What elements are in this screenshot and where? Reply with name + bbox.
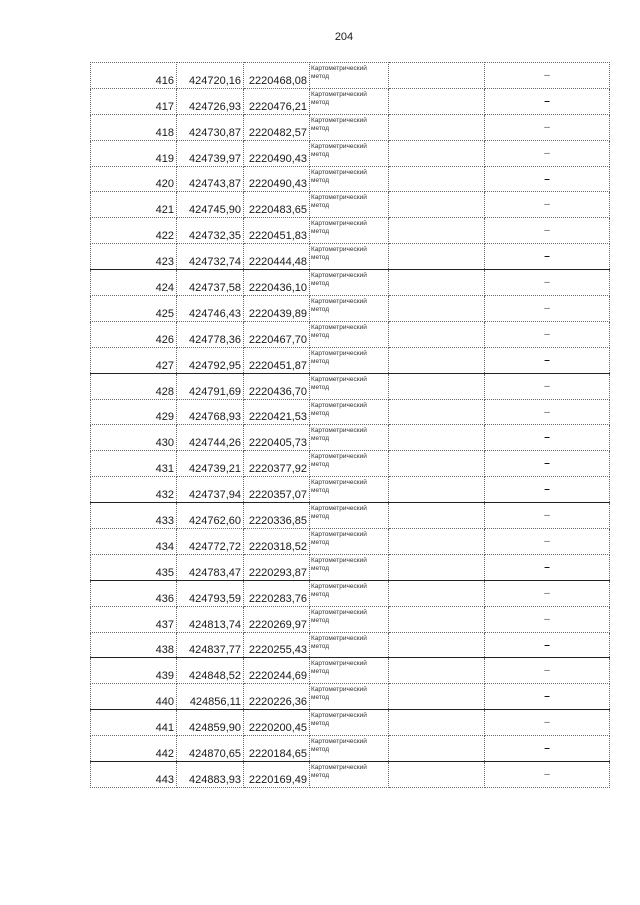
point-number: 428 <box>91 373 177 399</box>
method-label-line2: метод <box>311 228 330 236</box>
method-cell <box>310 580 389 606</box>
x-coordinate: 424837,77 <box>177 632 244 658</box>
table-row <box>91 736 610 762</box>
x-coordinate: 424813,74 <box>177 606 244 632</box>
method-label-line1: Картометрический <box>311 298 367 306</box>
method-label-line1: Картометрический <box>311 660 367 668</box>
dash-mark: – <box>544 613 550 625</box>
dash-mark: – <box>544 406 550 418</box>
point-number: 439 <box>91 658 177 684</box>
x-coordinate: 424746,43 <box>177 296 244 322</box>
dash-mark: – <box>544 199 550 211</box>
method-label-line1: Картометрический <box>311 531 367 539</box>
dash-cell <box>485 373 610 399</box>
method-label-line2: метод <box>311 720 330 728</box>
y-coordinate: 2220451,83 <box>244 218 310 244</box>
method-label-line1: Картометрический <box>311 375 367 383</box>
table-row <box>91 710 610 736</box>
point-number: 433 <box>91 503 177 529</box>
x-coordinate: 424791,69 <box>177 373 244 399</box>
dash-mark: – <box>544 277 550 289</box>
method-label-line2: метод <box>311 306 330 314</box>
y-coordinate: 2220200,45 <box>244 710 310 736</box>
x-coordinate: 424870,65 <box>177 736 244 762</box>
method-label-line1: Картометрический <box>311 116 367 124</box>
table-row <box>91 399 610 425</box>
dash-mark: – <box>544 665 550 677</box>
dash-cell <box>485 658 610 684</box>
point-number: 441 <box>91 710 177 736</box>
dash-cell <box>485 503 610 529</box>
x-coordinate: 424859,90 <box>177 710 244 736</box>
dash-cell <box>485 451 610 477</box>
x-coordinate: 424739,97 <box>177 140 244 166</box>
y-coordinate: 2220336,85 <box>244 503 310 529</box>
point-number: 424 <box>91 270 177 296</box>
dash-cell <box>485 554 610 580</box>
method-cell <box>310 399 389 425</box>
point-number: 440 <box>91 684 177 710</box>
x-coordinate: 424743,87 <box>177 166 244 192</box>
dash-cell <box>485 321 610 347</box>
method-label-line2: метод <box>311 176 330 184</box>
method-label-line1: Картометрический <box>311 479 367 487</box>
method-label-line2: метод <box>311 513 330 521</box>
table-row <box>91 140 610 166</box>
dash-cell <box>485 140 610 166</box>
method-cell <box>310 270 389 296</box>
dash-mark: – <box>544 510 550 522</box>
empty-cell <box>389 296 485 322</box>
dash-cell <box>485 88 610 114</box>
dash-mark: – <box>544 251 550 263</box>
dash-cell <box>485 63 610 89</box>
dash-mark: – <box>544 717 550 729</box>
method-label-line1: Картометрический <box>311 272 367 280</box>
y-coordinate: 2220444,48 <box>244 244 310 270</box>
empty-cell <box>389 477 485 503</box>
dash-cell <box>485 270 610 296</box>
method-label-line1: Картометрический <box>311 349 367 357</box>
x-coordinate: 424730,87 <box>177 114 244 140</box>
point-number: 431 <box>91 451 177 477</box>
x-coordinate: 424792,95 <box>177 347 244 373</box>
method-cell <box>310 425 389 451</box>
point-number: 435 <box>91 554 177 580</box>
table-row <box>91 296 610 322</box>
method-cell <box>310 166 389 192</box>
x-coordinate: 424772,72 <box>177 529 244 555</box>
dash-cell <box>485 710 610 736</box>
table-row <box>91 166 610 192</box>
dash-cell <box>485 684 610 710</box>
dash-cell <box>485 399 610 425</box>
x-coordinate: 424737,58 <box>177 270 244 296</box>
page-number: 204 <box>334 31 354 43</box>
table-row <box>91 425 610 451</box>
x-coordinate: 424744,26 <box>177 425 244 451</box>
table-row <box>91 658 610 684</box>
x-coordinate: 424720,16 <box>177 63 244 89</box>
y-coordinate: 2220283,76 <box>244 580 310 606</box>
method-label-line1: Картометрический <box>311 764 367 772</box>
x-coordinate: 424726,93 <box>177 88 244 114</box>
method-cell <box>310 347 389 373</box>
empty-cell <box>389 270 485 296</box>
method-label-line2: метод <box>311 280 330 288</box>
y-coordinate: 2220490,43 <box>244 140 310 166</box>
point-number: 434 <box>91 529 177 555</box>
y-coordinate: 2220468,08 <box>244 63 310 89</box>
method-label-line2: метод <box>311 616 330 624</box>
table-row <box>91 503 610 529</box>
table-row <box>91 88 610 114</box>
dash-mark: – <box>544 225 550 237</box>
dash-mark: – <box>544 173 550 185</box>
empty-cell <box>389 632 485 658</box>
method-label-line1: Картометрический <box>311 453 367 461</box>
point-number: 418 <box>91 114 177 140</box>
dash-mark: – <box>544 535 550 547</box>
point-number: 437 <box>91 606 177 632</box>
method-cell <box>310 373 389 399</box>
method-label-line1: Картометрический <box>311 608 367 616</box>
dash-mark: – <box>544 147 550 159</box>
dash-cell <box>485 166 610 192</box>
method-cell <box>310 477 389 503</box>
empty-cell <box>389 503 485 529</box>
x-coordinate: 424745,90 <box>177 192 244 218</box>
method-label-line2: метод <box>311 202 330 210</box>
dash-cell <box>485 192 610 218</box>
method-cell <box>310 658 389 684</box>
method-label-line2: метод <box>311 461 330 469</box>
y-coordinate: 2220184,65 <box>244 736 310 762</box>
dash-cell <box>485 114 610 140</box>
method-label-line1: Картометрический <box>311 194 367 202</box>
dash-mark: – <box>544 484 550 496</box>
empty-cell <box>389 710 485 736</box>
method-label-line2: метод <box>311 642 330 650</box>
method-cell <box>310 114 389 140</box>
dash-cell <box>485 580 610 606</box>
table-row <box>91 477 610 503</box>
x-coordinate: 424732,35 <box>177 218 244 244</box>
dash-cell <box>485 218 610 244</box>
method-label-line1: Картометрический <box>311 582 367 590</box>
method-cell <box>310 192 389 218</box>
dash-mark: – <box>544 743 550 755</box>
method-cell <box>310 736 389 762</box>
dash-cell <box>485 477 610 503</box>
dash-cell <box>485 529 610 555</box>
point-number: 430 <box>91 425 177 451</box>
method-label-line2: метод <box>311 150 330 158</box>
y-coordinate: 2220483,65 <box>244 192 310 218</box>
empty-cell <box>389 347 485 373</box>
method-label-line1: Картометрический <box>311 634 367 642</box>
method-label-line1: Картометрический <box>311 556 367 564</box>
method-cell <box>310 529 389 555</box>
method-cell <box>310 684 389 710</box>
point-number: 419 <box>91 140 177 166</box>
x-coordinate: 424783,47 <box>177 554 244 580</box>
dash-cell <box>485 736 610 762</box>
empty-cell <box>389 218 485 244</box>
empty-cell <box>389 244 485 270</box>
empty-cell <box>389 88 485 114</box>
method-label-line2: метод <box>311 564 330 572</box>
method-label-line1: Картометрический <box>311 220 367 228</box>
y-coordinate: 2220436,70 <box>244 373 310 399</box>
method-label-line1: Картометрический <box>311 738 367 746</box>
empty-cell <box>389 114 485 140</box>
point-number: 420 <box>91 166 177 192</box>
point-number: 422 <box>91 218 177 244</box>
dash-mark: – <box>544 587 550 599</box>
method-label-line2: метод <box>311 73 330 80</box>
y-coordinate: 2220377,92 <box>244 451 310 477</box>
coordinates-table <box>90 62 610 788</box>
empty-cell <box>389 425 485 451</box>
x-coordinate: 424778,36 <box>177 321 244 347</box>
empty-cell <box>389 684 485 710</box>
point-number: 442 <box>91 736 177 762</box>
point-number: 421 <box>91 192 177 218</box>
method-label-line1: Картометрический <box>311 712 367 720</box>
dash-cell <box>485 347 610 373</box>
method-label-line2: метод <box>311 409 330 417</box>
table-row <box>91 218 610 244</box>
dash-mark: – <box>544 691 550 703</box>
table-row <box>91 244 610 270</box>
method-label-line2: метод <box>311 98 330 106</box>
empty-cell <box>389 373 485 399</box>
method-label-line1: Картометрический <box>311 90 367 98</box>
method-cell <box>310 88 389 114</box>
y-coordinate: 2220169,49 <box>244 762 310 788</box>
empty-cell <box>389 399 485 425</box>
dash-mark: – <box>544 354 550 366</box>
x-coordinate: 424737,94 <box>177 477 244 503</box>
method-label-line1: Картометрический <box>311 427 367 435</box>
table-row <box>91 192 610 218</box>
dash-mark: – <box>544 458 550 470</box>
dash-mark: – <box>544 69 550 81</box>
method-cell <box>310 63 389 89</box>
y-coordinate: 2220244,69 <box>244 658 310 684</box>
dash-mark: – <box>544 121 550 133</box>
method-label-line1: Картометрический <box>311 246 367 254</box>
empty-cell <box>389 762 485 788</box>
method-label-line2: метод <box>311 590 330 598</box>
table-row <box>91 684 610 710</box>
y-coordinate: 2220357,07 <box>244 477 310 503</box>
method-cell <box>310 503 389 529</box>
x-coordinate: 424856,11 <box>177 684 244 710</box>
table-row <box>91 762 610 788</box>
method-cell <box>310 451 389 477</box>
method-label-line1: Картометрический <box>311 168 367 176</box>
point-number: 416 <box>91 63 177 89</box>
point-number: 429 <box>91 399 177 425</box>
empty-cell <box>389 451 485 477</box>
empty-cell <box>389 140 485 166</box>
method-label-line1: Картометрический <box>311 323 367 331</box>
table-row <box>91 114 610 140</box>
point-number: 436 <box>91 580 177 606</box>
dash-mark: – <box>544 380 550 392</box>
x-coordinate: 424739,21 <box>177 451 244 477</box>
empty-cell <box>389 606 485 632</box>
dash-cell <box>485 244 610 270</box>
method-cell <box>310 140 389 166</box>
dash-mark: – <box>544 328 550 340</box>
empty-cell <box>389 321 485 347</box>
method-label-line2: метод <box>311 694 330 702</box>
empty-cell <box>389 658 485 684</box>
method-cell <box>310 296 389 322</box>
empty-cell <box>389 63 485 89</box>
table-row <box>91 270 610 296</box>
method-label-line1: Картометрический <box>311 401 367 409</box>
y-coordinate: 2220405,73 <box>244 425 310 451</box>
dash-cell <box>485 632 610 658</box>
y-coordinate: 2220482,57 <box>244 114 310 140</box>
empty-cell <box>389 529 485 555</box>
method-label-line2: метод <box>311 668 330 676</box>
point-number: 427 <box>91 347 177 373</box>
method-label-line1: Картометрический <box>311 65 367 72</box>
x-coordinate: 424768,93 <box>177 399 244 425</box>
empty-cell <box>389 554 485 580</box>
table-row <box>91 63 610 89</box>
method-cell <box>310 554 389 580</box>
method-label-line2: метод <box>311 746 330 754</box>
method-cell <box>310 321 389 347</box>
method-label-line2: метод <box>311 124 330 132</box>
empty-cell <box>389 166 485 192</box>
dash-cell <box>485 425 610 451</box>
dash-mark: – <box>544 639 550 651</box>
dash-mark: – <box>544 561 550 573</box>
dash-mark: – <box>544 95 550 107</box>
y-coordinate: 2220421,53 <box>244 399 310 425</box>
method-cell <box>310 606 389 632</box>
point-number: 426 <box>91 321 177 347</box>
point-number: 438 <box>91 632 177 658</box>
method-label-line2: метод <box>311 331 330 339</box>
method-label-line2: метод <box>311 435 330 443</box>
table-row <box>91 373 610 399</box>
method-cell <box>310 710 389 736</box>
table-row <box>91 632 610 658</box>
table-row <box>91 347 610 373</box>
dash-mark: – <box>544 302 550 314</box>
y-coordinate: 2220451,87 <box>244 347 310 373</box>
method-label-line2: метод <box>311 487 330 495</box>
table-row <box>91 321 610 347</box>
point-number: 425 <box>91 296 177 322</box>
point-number: 443 <box>91 762 177 788</box>
y-coordinate: 2220467,70 <box>244 321 310 347</box>
method-cell <box>310 762 389 788</box>
y-coordinate: 2220436,10 <box>244 270 310 296</box>
x-coordinate: 424848,52 <box>177 658 244 684</box>
x-coordinate: 424883,93 <box>177 762 244 788</box>
y-coordinate: 2220490,43 <box>244 166 310 192</box>
empty-cell <box>389 580 485 606</box>
table-row <box>91 606 610 632</box>
y-coordinate: 2220476,21 <box>244 88 310 114</box>
method-label-line2: метод <box>311 357 330 365</box>
table-row <box>91 580 610 606</box>
point-number: 423 <box>91 244 177 270</box>
method-cell <box>310 244 389 270</box>
method-cell <box>310 632 389 658</box>
method-label-line1: Картометрический <box>311 142 367 150</box>
y-coordinate: 2220439,89 <box>244 296 310 322</box>
method-label-line1: Картометрический <box>311 505 367 513</box>
y-coordinate: 2220226,36 <box>244 684 310 710</box>
empty-cell <box>389 192 485 218</box>
table-row <box>91 451 610 477</box>
method-label-line2: метод <box>311 539 330 547</box>
x-coordinate: 424793,59 <box>177 580 244 606</box>
x-coordinate: 424732,74 <box>177 244 244 270</box>
y-coordinate: 2220293,87 <box>244 554 310 580</box>
dash-cell <box>485 606 610 632</box>
dash-mark: – <box>544 768 550 780</box>
y-coordinate: 2220255,43 <box>244 632 310 658</box>
method-label-line2: метод <box>311 383 330 391</box>
x-coordinate: 424762,60 <box>177 503 244 529</box>
dash-cell <box>485 762 610 788</box>
point-number: 432 <box>91 477 177 503</box>
table-row <box>91 554 610 580</box>
method-cell <box>310 218 389 244</box>
dash-cell <box>485 296 610 322</box>
y-coordinate: 2220269,97 <box>244 606 310 632</box>
method-label-line2: метод <box>311 254 330 262</box>
point-number: 417 <box>91 88 177 114</box>
table-row <box>91 529 610 555</box>
method-label-line2: метод <box>311 772 330 780</box>
y-coordinate: 2220318,52 <box>244 529 310 555</box>
dash-mark: – <box>544 432 550 444</box>
method-label-line1: Картометрический <box>311 686 367 694</box>
empty-cell <box>389 736 485 762</box>
